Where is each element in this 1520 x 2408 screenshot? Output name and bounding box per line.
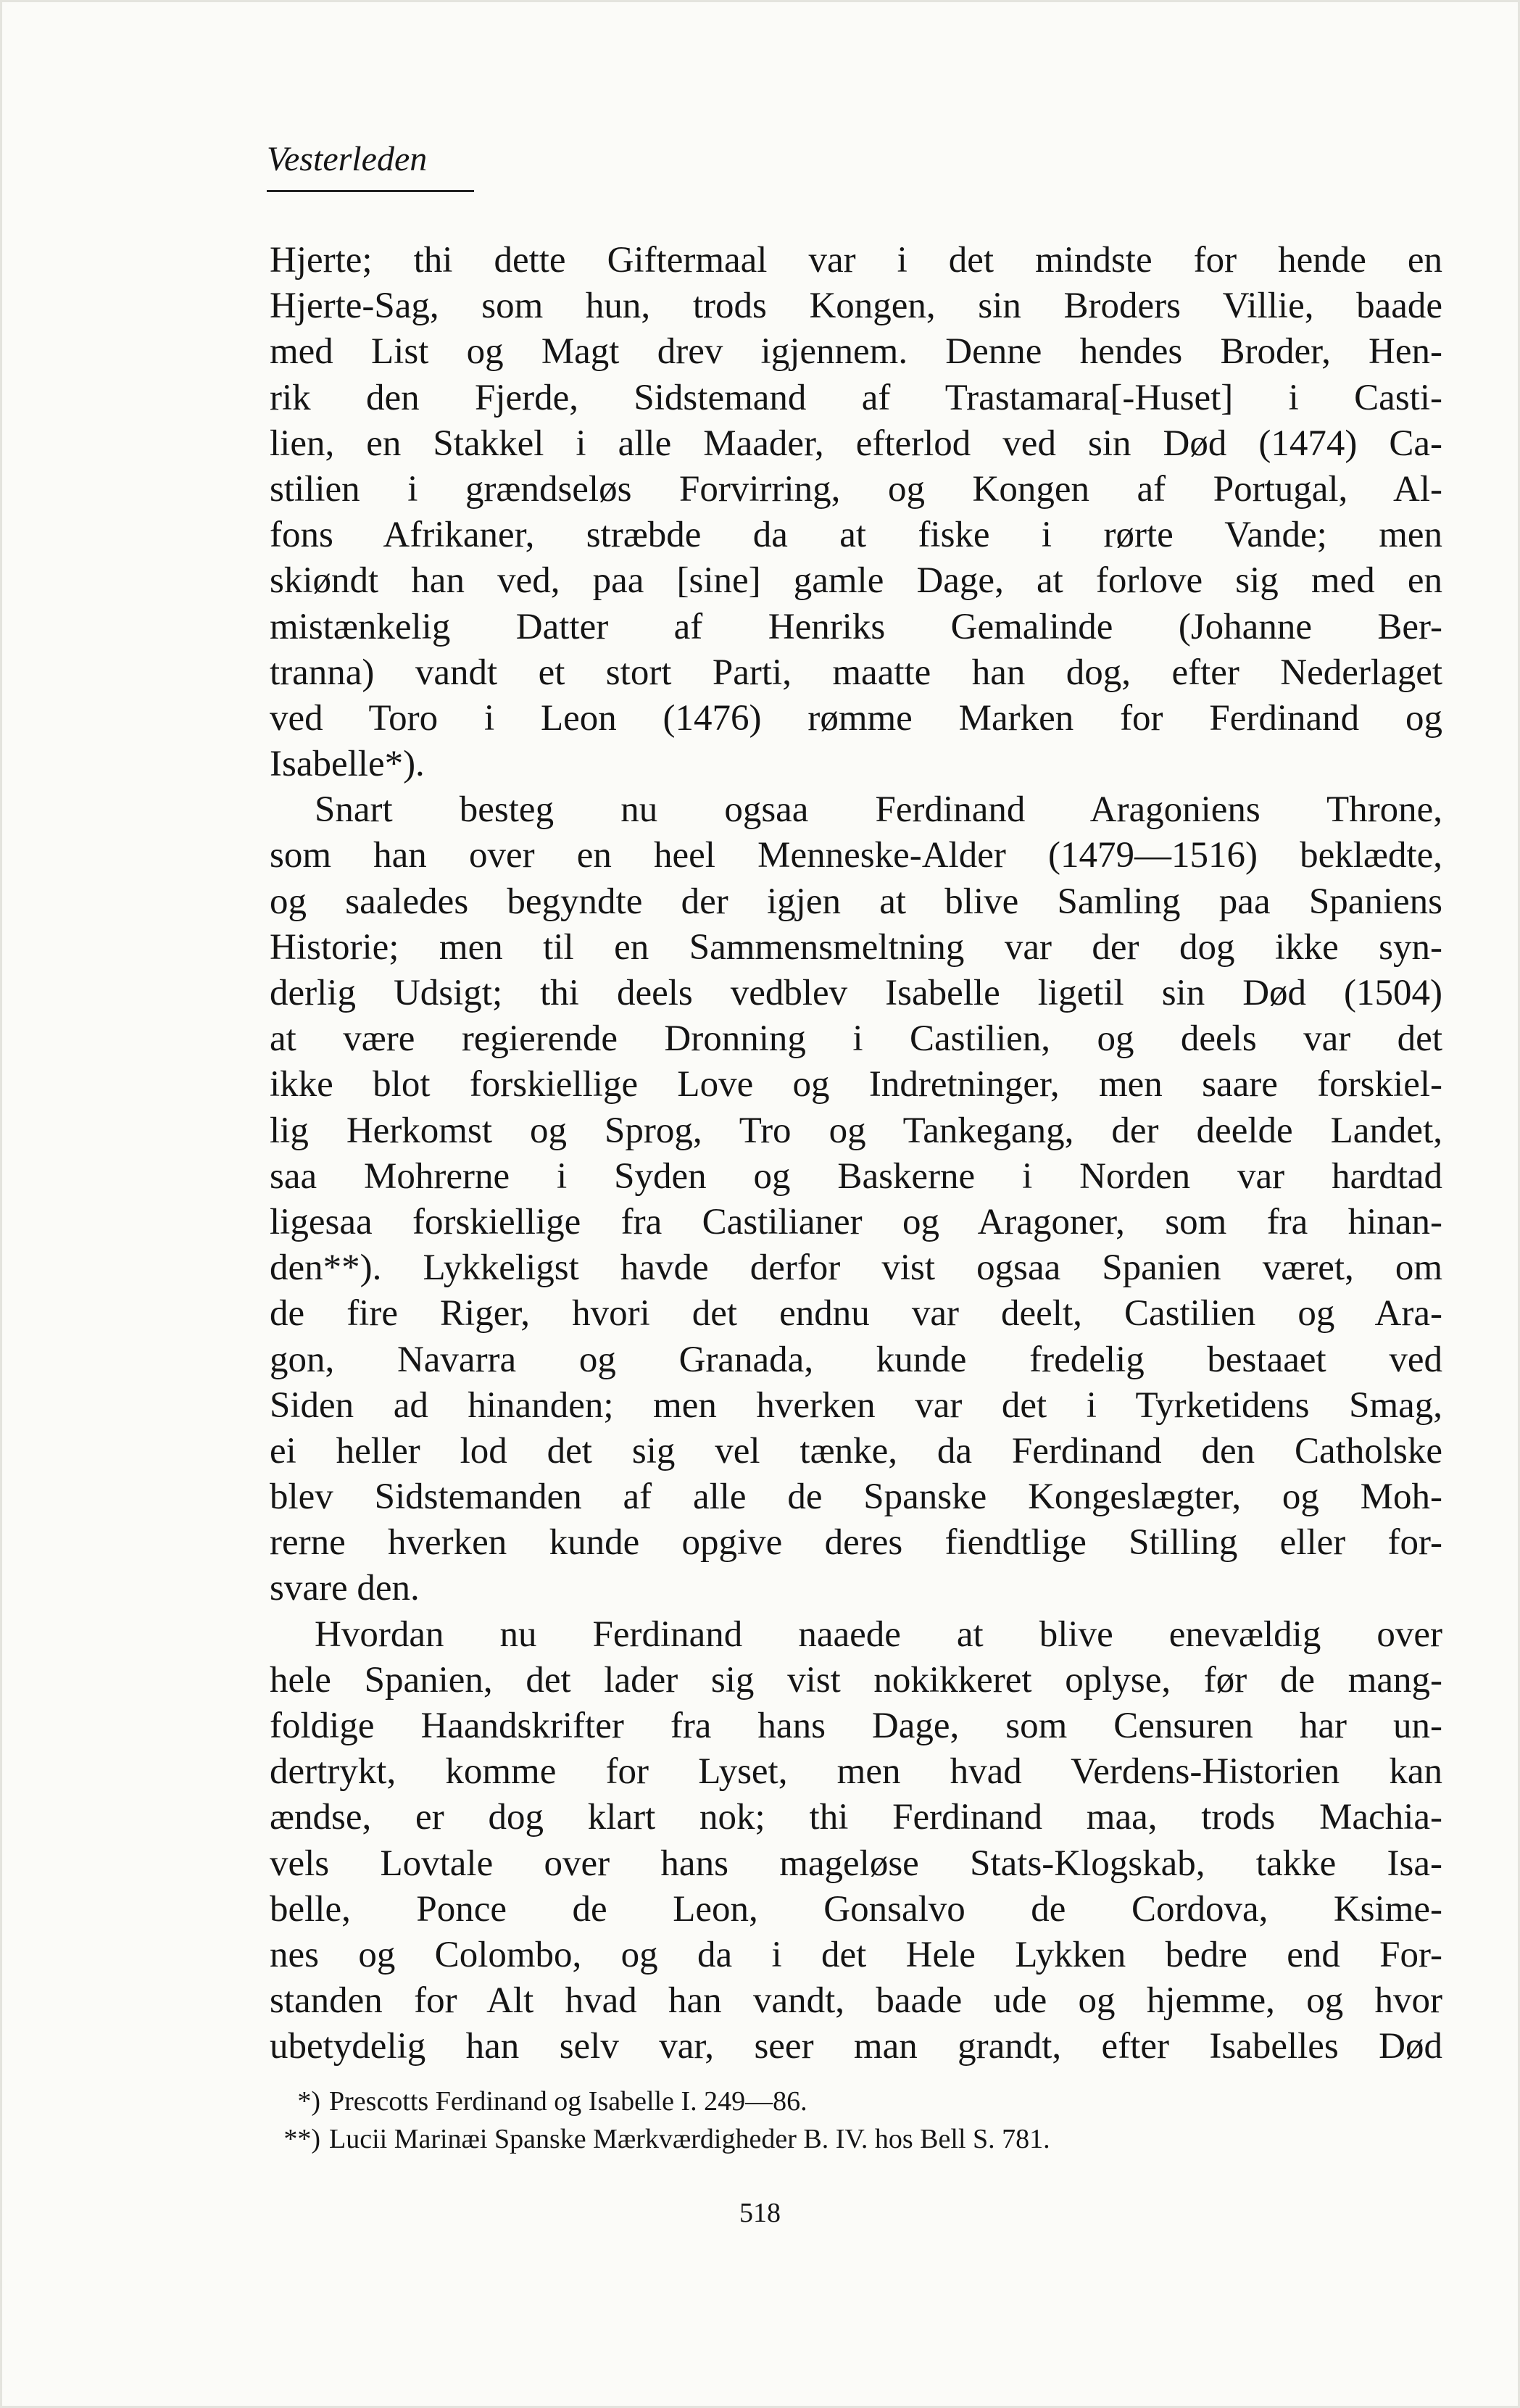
text-line: rerne hverken kunde opgive deres fiendtlige Stilling eller for-	[270, 1522, 1442, 1564]
text-line: dertrykt, komme for Lyset, men hvad Verdens-Historien kan	[270, 1751, 1442, 1793]
text-line: Historie; men til en Sammensmeltning var der dog ikke syn-	[270, 926, 1442, 968]
footnotes	[270, 2083, 1442, 2158]
text-line: Isabelle*).	[270, 744, 425, 785]
text-line: Hvordan nu Ferdinand naaede at blive enevældig over	[315, 1614, 1442, 1655]
text-line: Hjerte-Sag, som hun, trods Kongen, sin Broders Villie, baade	[270, 286, 1442, 327]
footnote-text: Lucii Marinæi Spanske Mærkværdigheder B. IV. hos Bell S. 781.	[329, 2124, 1050, 2154]
text-line: ikke blot forskiellige Love og Indretninger, men saare forskiel-	[270, 1064, 1442, 1105]
footnote-mark: *)	[297, 2086, 320, 2117]
text-line: belle, Ponce de Leon, Gonsalvo de Cordova, Ksime-	[270, 1888, 1442, 1930]
text-line: som han over en heel Menneske-Alder (1479—1516) beklædte,	[270, 835, 1442, 876]
text-line: foldige Haandskrifter fra hans Dage, som Censuren har un-	[270, 1706, 1442, 1746]
page-number: 518	[739, 2198, 781, 2228]
text-line: standen for Alt hvad han vandt, baade ude og hjemme, og hvor	[270, 1980, 1442, 2022]
text-line: tranna) vandt et stort Parti, maatte han dog, efter Nederlaget	[270, 652, 1442, 693]
text-line: derlig Udsigt; thi deels vedblev Isabelle ligetil sin Død (1504)	[270, 973, 1442, 1013]
text-line: ved Toro i Leon (1476) rømme Marken for Ferdinand og	[270, 697, 1442, 739]
text-line: nes og Colombo, og da i det Hele Lykken bedre end For-	[270, 1934, 1442, 1975]
text-line: ei heller lod det sig vel tænke, da Ferdinand den Catholske	[270, 1430, 1442, 1471]
text-line: og saaledes begyndte der igjen at blive Samling paa Spaniens	[270, 881, 1442, 922]
text-line: ubetydelig han selv var, seer man grandt, efter Isabelles Død	[270, 2026, 1442, 2067]
text-line: ligesaa forskiellige fra Castilianer og Aragoner, som fra hinan-	[270, 1201, 1442, 1242]
text-line: ændse, er dog klart nok; thi Ferdinand maa, trods Machia-	[270, 1797, 1442, 1838]
text-line: saa Mohrerne i Syden og Baskerne i Norden var hardtad	[270, 1155, 1442, 1197]
running-head: Vesterleden	[267, 140, 428, 178]
text-line: Siden ad hinanden; men hverken var det i Tyrketidens Smag,	[270, 1384, 1442, 1426]
footnote	[270, 2120, 1442, 2158]
text-line: Hjerte; thi dette Giftermaal var i det mindste for hende en	[270, 240, 1442, 281]
text-line: stilien i grændseløs Forvirring, og Kongen af Portugal, Al-	[270, 468, 1442, 510]
text-line: gon, Navarra og Granada, kunde fredelig bestaaet ved	[270, 1339, 1442, 1380]
footnote	[270, 2083, 1442, 2120]
text-line: at være regierende Dronning i Castilien, og deels var det	[270, 1018, 1442, 1060]
body-text	[270, 238, 1442, 2070]
text-line: mistænkelig Datter af Henriks Gemalinde (Johanne Ber-	[270, 606, 1442, 647]
text-line: rik den Fjerde, Sidstemand af Trastamara[-Huset] i Casti-	[270, 377, 1442, 418]
text-line: blev Sidstemanden af alle de Spanske Kongeslægter, og Moh-	[270, 1477, 1442, 1518]
text-line: skiøndt han ved, paa [sine] gamle Dage, at forlove sig med en	[270, 560, 1442, 602]
footnote-mark: **)	[283, 2124, 320, 2154]
text-line: fons Afrikaner, stræbde da at fiske i rørte Vande; men	[270, 515, 1442, 556]
text-line: med List og Magt drev igjennem. Denne hendes Broder, Hen-	[270, 331, 1442, 373]
text-line: svare den.	[270, 1568, 420, 1609]
running-head-rule	[267, 190, 474, 192]
footnote-text: Prescotts Ferdinand og Isabelle I. 249—86.	[329, 2086, 807, 2117]
text-line: de fire Riger, hvori det endnu var deelt, Castilien og Ara-	[270, 1293, 1442, 1334]
text-line: lig Herkomst og Sprog, Tro og Tankegang, der deelde Landet,	[270, 1110, 1442, 1151]
text-line: hele Spanien, det lader sig vist nokikkeret oplyse, før de mang-	[270, 1659, 1442, 1701]
text-line: den**). Lykkeligst havde derfor vist ogsaa Spanien været, om	[270, 1247, 1442, 1289]
text-line: lien, en Stakkel i alle Maader, efterlod ved sin Død (1474) Ca-	[270, 423, 1442, 464]
text-line: vels Lovtale over hans mageløse Stats-Klogskab, takke Isa-	[270, 1843, 1442, 1884]
text-line: Snart besteg nu ogsaa Ferdinand Aragoniens Throne,	[315, 789, 1442, 831]
